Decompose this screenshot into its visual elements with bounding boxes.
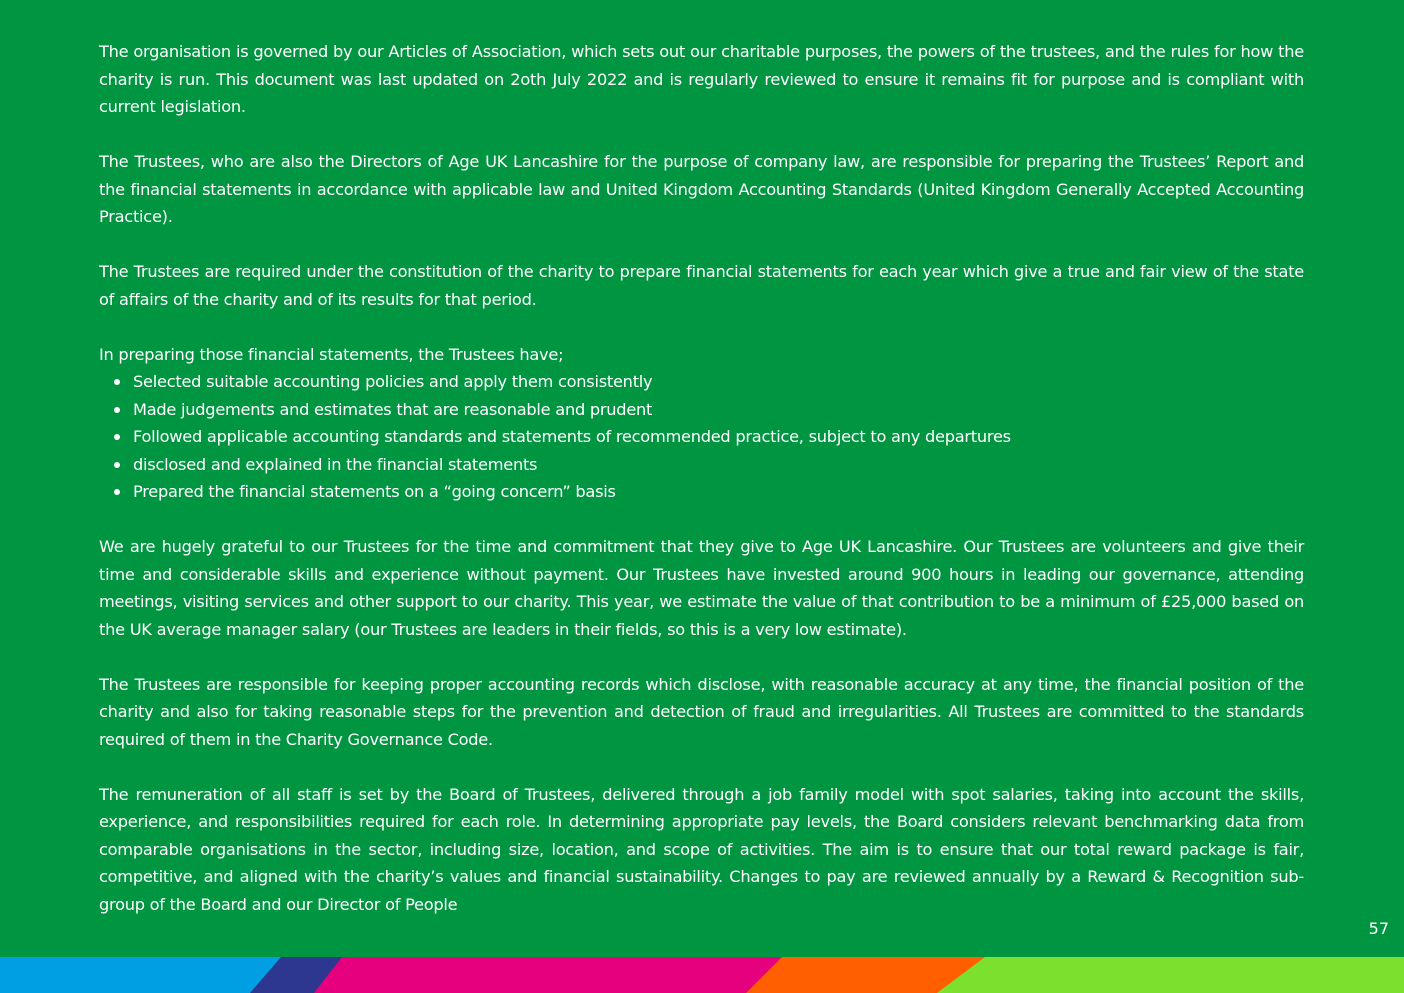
list-item-text: Prepared the financial statements on a “going concern” basis <box>133 482 616 501</box>
bullet-icon <box>114 379 120 385</box>
paragraph-trustees-responsibilities: The Trustees, who are also the Directors of Age UK Lancashire for the purpose of company law, are responsible for preparing the Trustees’ Report and the financial statements in accordance with applicable law and United Kingdom Accounting Standards (United Kingdom Generally Accepted Accounting Practice). <box>99 152 1304 226</box>
paragraph-trustee-contribution: We are hugely grateful to our Trustees for the time and commitment that they give to Age UK Lancashire. Our Trustees are volunteers and give their time and considerable skills and experience without payment. Our Trustees have invested around 900 hours in leading our governance, attending meetings, visiting services and other support to our charity. This year, we estimate the value of that contribution to be a minimum of £25,000 based on the UK average manager salary (our Trustees are leaders in their fields, so this is a very low estimate). <box>99 537 1304 639</box>
bullet-icon <box>114 489 120 495</box>
list-item <box>99 451 1304 479</box>
page-number: 57 <box>1368 919 1389 938</box>
paragraph-accounting-records: The Trustees are responsible for keeping proper accounting records which disclose, with reasonable accuracy at any time, the financial position of the charity and also for taking reasonable steps for the prevention and detection of fraud and irregularities. All Trustees are committed to the standards required of them in the Charity Governance Code. <box>99 674 1304 749</box>
list-item <box>99 478 1304 506</box>
bullet-icon <box>114 462 120 468</box>
list-item <box>99 423 1304 451</box>
list-intro: In preparing those financial statements, the Trustees have; <box>99 344 564 364</box>
list-item-text: Made judgements and estimates that are reasonable and prudent <box>133 399 653 419</box>
list-item <box>99 396 1304 424</box>
stripe-blue <box>0 957 281 993</box>
trustees-duties-list <box>99 368 1304 506</box>
bullet-icon <box>114 407 120 413</box>
list-item-text: Followed applicable accounting standards and statements of recommended practice, subject to any departures <box>133 427 1011 446</box>
paragraph-articles-of-association: The organisation is governed by our Articles of Association, which sets out our charitable purposes, the powers of the trustees, and the rules for how the charity is run. This document was last updated on 2oth July 2022 and is regularly reviewed to ensure it remains fit for purpose and is compliant with current legislation. <box>99 42 1304 116</box>
list-item-text: disclosed and explained in the financial statements <box>133 454 538 474</box>
list-item <box>99 368 1304 396</box>
bullet-icon <box>114 434 120 440</box>
document-body <box>99 38 1304 946</box>
paragraph-staff-remuneration: The remuneration of all staff is set by the Board of Trustees, delivered through a job family model with spot salaries, taking into account the skills, experience, and responsibilities required for each role. In determining appropriate pay levels, the Board considers relevant benchmarking data from comparable organisations in the sector, including size, location, and scope of activities. The aim is to ensure that our total reward package is fair, competitive, and aligned with the charity’s values and financial sustainability. Changes to pay are reviewed annually by a Reward & Recognition sub-group of the Board and our Director of People <box>99 784 1304 914</box>
list-item-text: Selected suitable accounting policies and apply them consistently <box>133 372 653 391</box>
footer-color-stripe <box>0 957 1404 993</box>
paragraph-financial-statements-requirement: The Trustees are required under the constitution of the charity to prepare financial statements for each year which give a true and fair view of the state of affairs of the charity and of its results for that period. <box>99 262 1304 309</box>
